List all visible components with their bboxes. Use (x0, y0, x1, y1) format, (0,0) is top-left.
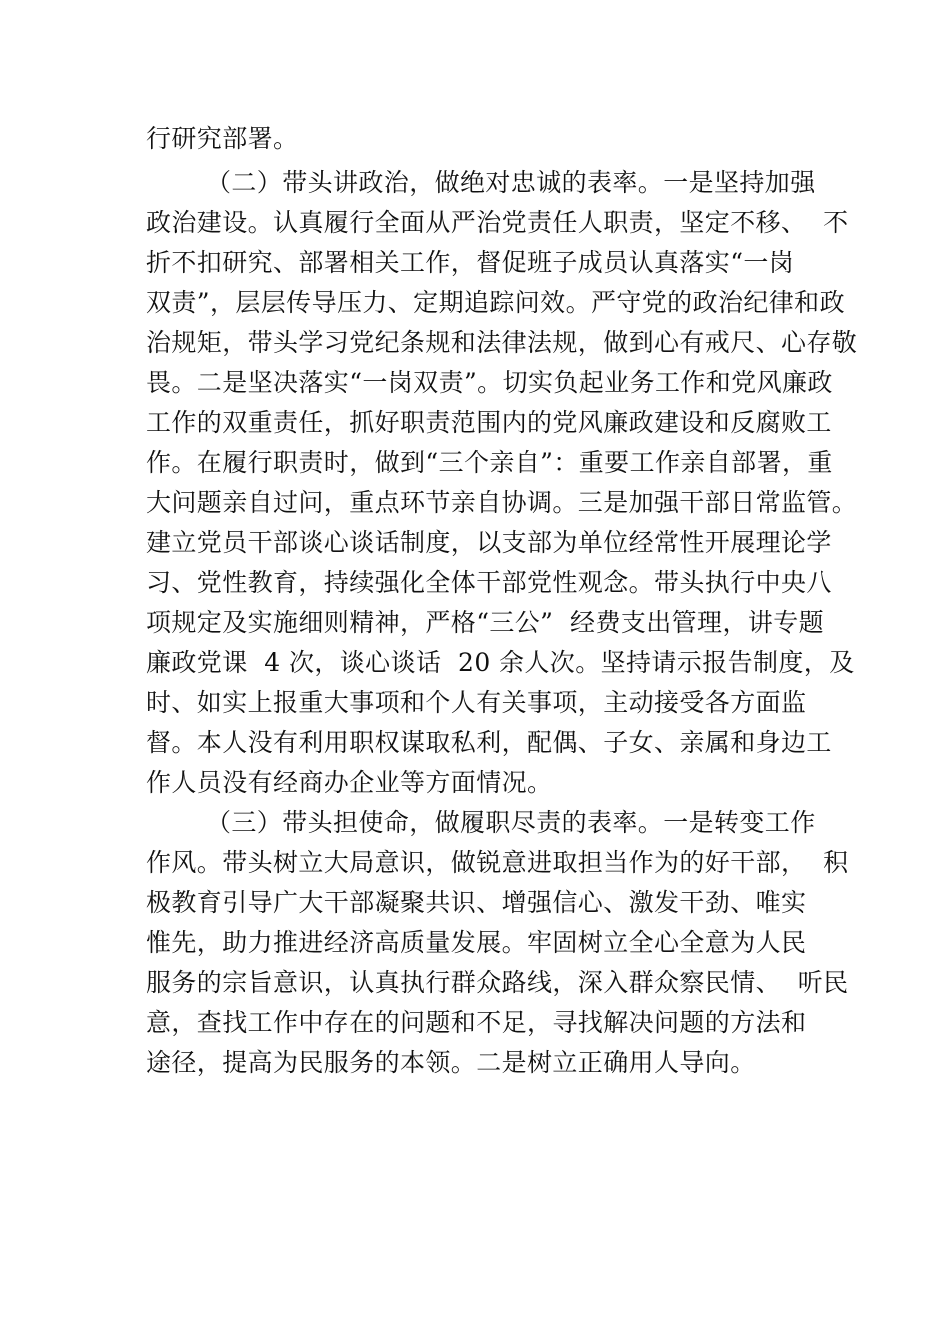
text-line: 工作的双重责任，抓好职责范围内的党风廉政建设和反腐败工 (146, 408, 832, 437)
text-line: 大问题亲自过问，重点环节亲自协调。三是加强干部日常监管。 (146, 488, 858, 517)
text-line: 极教育引导广大干部凝聚共识、增强信心、激发干劲、唯实 (146, 888, 807, 917)
text-line: 督。本人没有利用职权谋取私利，配偶、子女、亲属和身边工 (146, 728, 832, 757)
text-line: （三）带头担使命，做履职尽责的表率。一是转变工作 (206, 808, 816, 837)
text-line: 惟先，助力推进经济高质量发展。牢固树立全心全意为人民 (146, 928, 807, 957)
text-line: 习、党性教育，持续强化全体干部党性观念。带头执行中央八 (146, 568, 832, 597)
text-line: 畏。二是坚决落实“一岗双责”。切实负起业务工作和党风廉政 (146, 368, 833, 397)
text-line: 作风。带头树立大局意识，做锐意进取担当作为的好干部， 积 (146, 848, 849, 877)
text-line: 折不扣研究、部署相关工作，督促班子成员认真落实“一岗 (146, 248, 795, 277)
text-line: 建立党员干部谈心谈话制度，以支部为单位经常性开展理论学 (146, 528, 832, 557)
text-line: 项规定及实施细则精神，严格“三公” 经费支出管理，讲专题 (146, 608, 825, 637)
text-line: 政治建设。认真履行全面从严治党责任人职责，坚定不移、 不 (146, 208, 849, 237)
text-line: 治规矩，带头学习党纪条规和法律法规，做到心有戒尺、心存敬 (146, 328, 858, 357)
text-line: 行研究部署。 (146, 124, 299, 153)
text-line: 服务的宗旨意识，认真执行群众路线，深入群众察民情、 听民 (146, 968, 849, 997)
text-line: 途径，提高为民服务的本领。二是树立正确用人导向。 (146, 1048, 756, 1077)
text-line: 时、如实上报重大事项和个人有关事项，主动接受各方面监 (146, 688, 807, 717)
text-line: 作。在履行职责时，做到“三个亲自”：重要工作亲自部署，重 (146, 448, 833, 477)
text-line: （二）带头讲政治，做绝对忠诚的表率。一是坚持加强 (206, 168, 816, 197)
text-line: 双责”，层层传导压力、定期追踪问效。严守党的政治纪律和政 (146, 288, 845, 317)
text-line: 作人员没有经商办企业等方面情况。 (146, 768, 553, 797)
text-line: 意，查找工作中存在的问题和不足，寻找解决问题的方法和 (146, 1008, 807, 1037)
text-line: 廉政党课 4 次，谈心谈话 20 余人次。坚持请示报告制度，及 (146, 648, 855, 677)
